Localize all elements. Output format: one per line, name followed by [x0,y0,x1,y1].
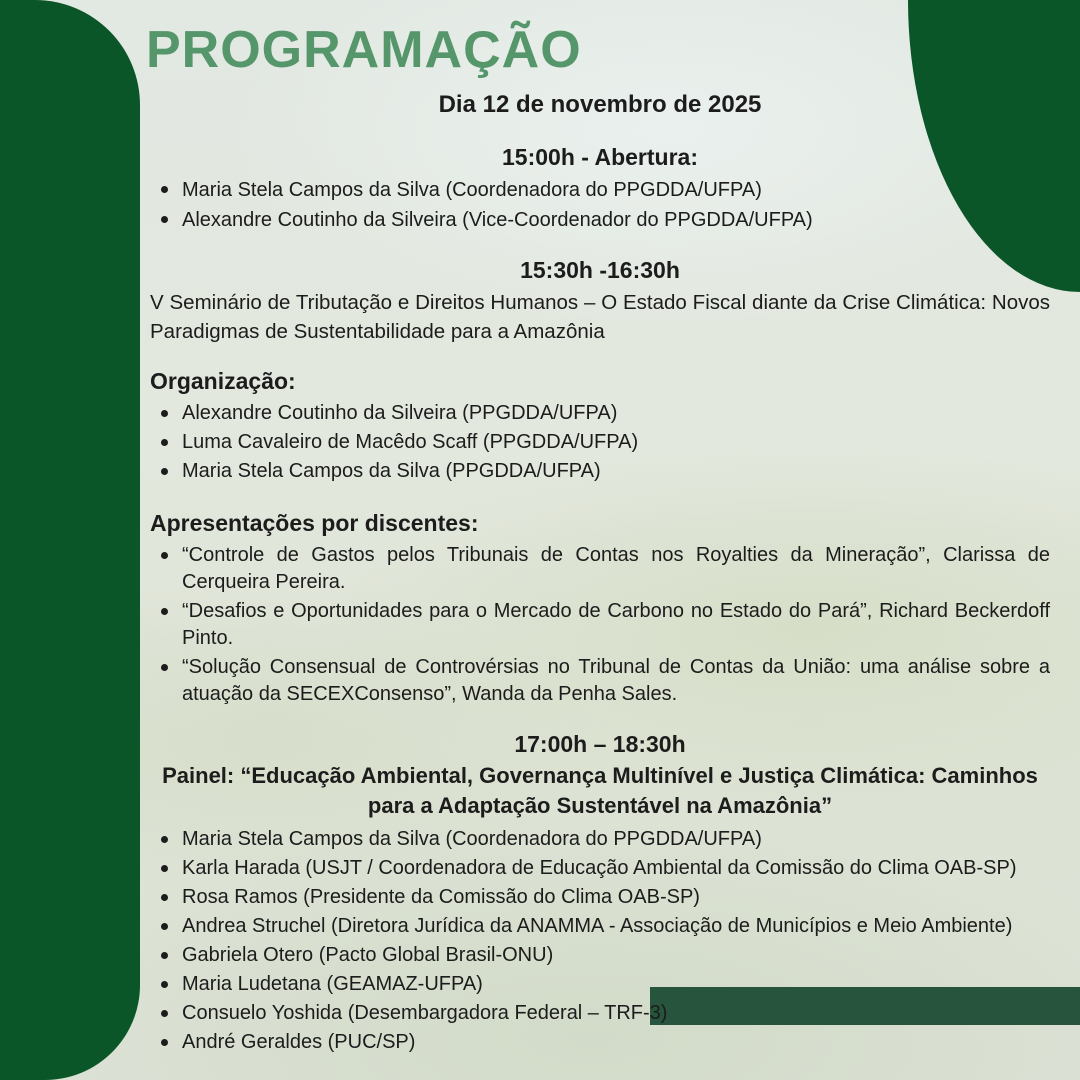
opening-speakers-list [150,176,1050,234]
seminar-description: V Seminário de Tributação e Direitos Humanos – O Estado Fiscal diante da Crise Climática: Novos Paradigmas de Sustentabilidade para a Amazônia [150,291,1050,343]
list-item: “Solução Consensual de Controvérsias no Tribunal de Contas da União: uma análise sobre a atuação da SECEXConsenso”, Wanda da Penha Sales. [150,654,1050,708]
list-item: Alexandre Coutinho da Silveira (Vice-Coordenador do PPGDDA/UFPA) [150,206,1050,234]
list-item: Karla Harada (USJT / Coordenadora de Educação Ambiental da Comissão do Clima OAB-SP) [150,855,1050,882]
list-item: Maria Stela Campos da Silva (Coordenadora do PPGDDA/UFPA) [150,826,1050,853]
panel-session-time: 17:00h – 18:30h [514,731,686,757]
list-item: Gabriela Otero (Pacto Global Brasil-ONU) [150,942,1050,969]
panel-title: Painel: “Educação Ambiental, Governança Multinível e Justiça Climática: Caminhos para a Adaptação Sustentável na Amazônia” [162,763,1038,818]
list-item: Maria Stela Campos da Silva (PPGDDA/UFPA) [150,458,1050,485]
event-date: Dia 12 de novembro de 2025 [438,91,762,118]
list-item: Andrea Struchel (Diretora Jurídica da ANAMMA - Associação de Municípios e Meio Ambiente) [150,913,1050,940]
list-item: André Geraldes (PUC/SP) [150,1029,1050,1056]
seminar-session-time: 15:30h -16:30h [520,257,680,283]
list-item: Alexandre Coutinho da Silveira (PPGDDA/UFPA) [150,400,1050,427]
list-item: “Controle de Gastos pelos Tribunais de Contas nos Royalties da Mineração”, Clarissa de Cerqueira Pereira. [150,542,1050,596]
program-content [146,0,1050,1056]
opening-session-time: 15:00h - Abertura: [502,144,698,170]
presentations-heading: Apresentações por discentes: [150,510,479,536]
list-item: Rosa Ramos (Presidente da Comissão do Clima OAB-SP) [150,884,1050,911]
page-title: PROGRAMAÇÃO [146,21,582,79]
list-item: Consuelo Yoshida (Desembargadora Federal – TRF-3) [150,1000,1050,1027]
organization-list [150,400,1050,485]
list-item: Maria Stela Campos da Silva (Coordenadora do PPGDDA/UFPA) [150,176,1050,204]
presentations-list [150,542,1050,708]
list-item: Maria Ludetana (GEAMAZ-UFPA) [150,971,1050,998]
organization-heading: Organização: [150,368,296,394]
decoration-left-band [0,0,140,1080]
list-item: “Desafios e Oportunidades para o Mercado de Carbono no Estado do Pará”, Richard Beckerdoff Pinto. [150,598,1050,652]
list-item: Luma Cavaleiro de Macêdo Scaff (PPGDDA/UFPA) [150,429,1050,456]
panel-speakers-list [150,826,1050,1056]
